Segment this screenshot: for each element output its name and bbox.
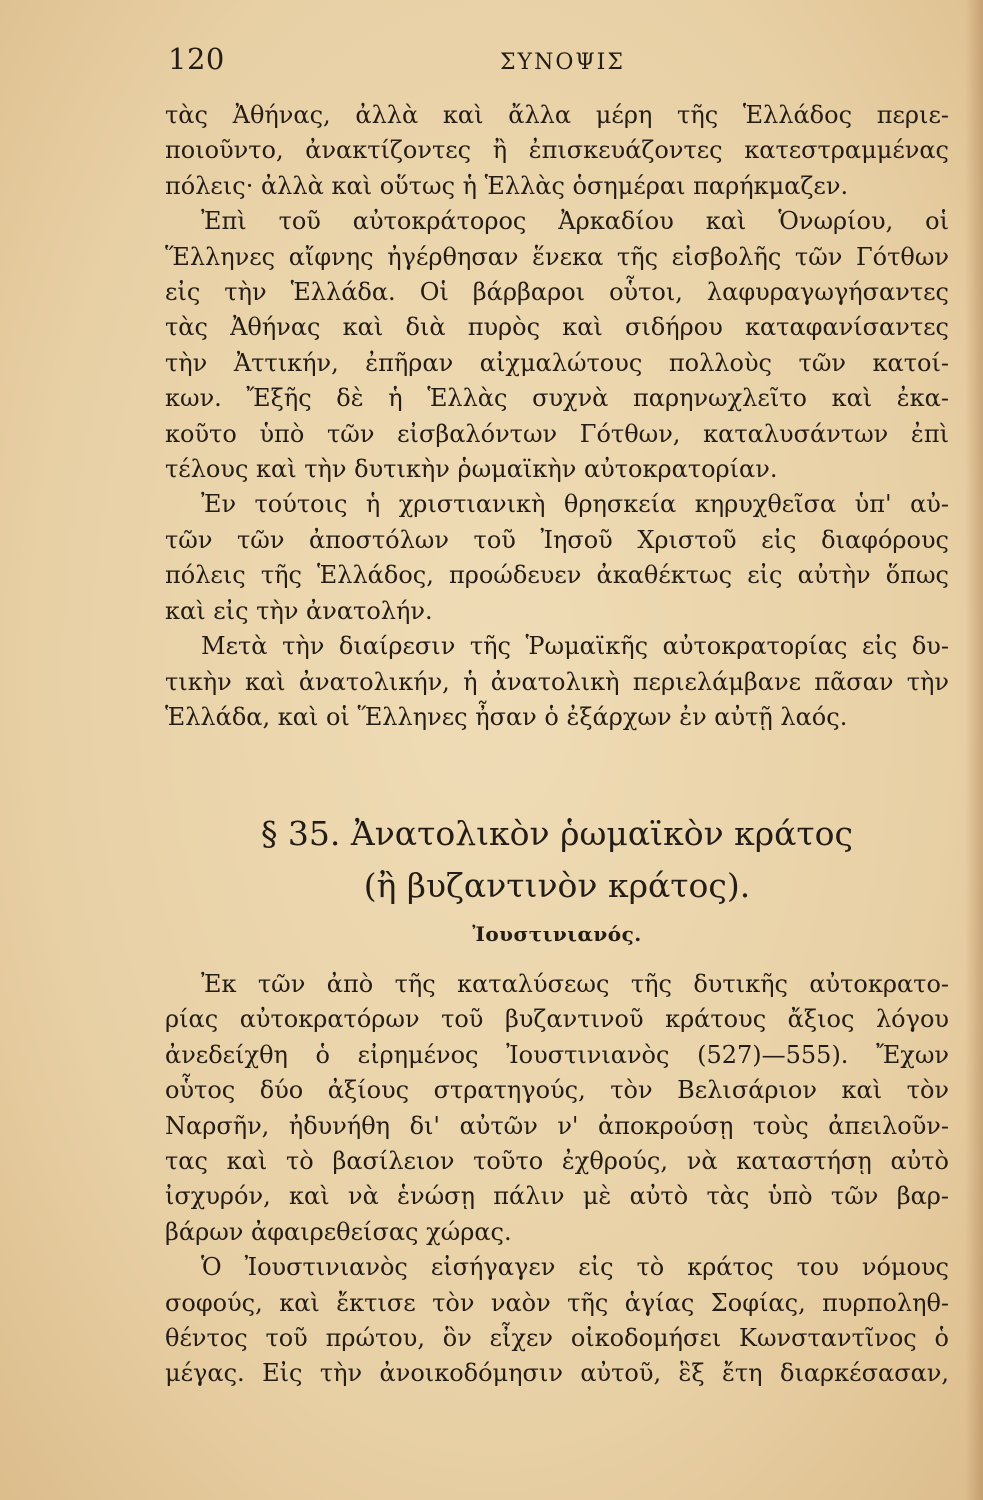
text-line: θέντος τοῦ πρώτου, ὃν εἶχεν οἰκοδομήσει Κωνσταντῖνος ὁ bbox=[165, 1324, 949, 1353]
text-line: Ἕλληνες αἴφνης ἠγέρθησαν ἕνεκα τῆς εἰσβολῆς τῶν Γότθων bbox=[165, 242, 949, 271]
paragraph-2 bbox=[165, 204, 949, 487]
text-line: Ἐκ τῶν ἀπὸ τῆς καταλύσεως τῆς δυτικῆς αὐτοκρατο- bbox=[201, 970, 949, 998]
text-line: εἰς τὴν Ἑλλάδα. Οἱ βάρβαροι οὗτοι, λαφυραγωγήσαντες bbox=[165, 278, 949, 307]
text-line: Ἑλλάδα, καὶ οἱ Ἕλληνες ἦσαν ὁ ἐξάρχων ἐν αὐτῇ λαός. bbox=[165, 702, 848, 731]
text-line: Ἐπὶ τοῦ αὐτοκράτορος Ἀρκαδίου καὶ Ὁνωρίου, οἱ bbox=[201, 207, 949, 236]
paragraph-3 bbox=[165, 487, 949, 629]
text-line: Μετὰ τὴν διαίρεσιν τῆς Ῥωμαϊκῆς αὐτοκρατορίας εἰς δυ- bbox=[201, 632, 949, 661]
text-line: τὰς Ἀθήνας, ἀλλὰ καὶ ἄλλα μέρη τῆς Ἑλλάδος περιε- bbox=[165, 101, 949, 129]
page-header bbox=[0, 42, 983, 92]
text-line: ρίας αὐτοκρατόρων τοῦ βυζαντινοῦ κράτους ἄξιος λόγου bbox=[165, 1005, 949, 1034]
section-heading bbox=[165, 808, 949, 912]
body-text-upper bbox=[165, 98, 949, 735]
text-line: τικὴν καὶ ἀνατολικήν, ἡ ἀνατολικὴ περιελάμβανε πᾶσαν τὴν bbox=[165, 667, 949, 696]
text-line: ποιοῦντο, ἀνακτίζοντες ἢ ἐπισκευάζοντες κατεστραμμένας bbox=[165, 136, 949, 165]
text-line: τὴν Ἀττικήν, ἐπῆραν αἰχμαλώτους πολλοὺς τῶν κατοί- bbox=[165, 348, 949, 377]
text-line: κων. Ἔξῆς δὲ ἡ Ἑλλὰς συχνὰ παρηνωχλεῖτο καὶ ἐκα- bbox=[165, 384, 949, 413]
text-line: Ἐν τούτοις ἡ χριστιανικὴ θρησκεία κηρυχθεῖσα ὑπ' αὐ- bbox=[201, 490, 949, 519]
text-line: πόλεις τῆς Ἑλλάδος, προώδευεν ἀκαθέκτως εἰς αὐτὴν ὅπως bbox=[165, 561, 949, 590]
text-line: ἰσχυρόν, καὶ νὰ ἑνώσῃ πάλιν μὲ αὐτὸ τὰς ὑπὸ τῶν βαρ- bbox=[165, 1182, 949, 1211]
text-line: βάρων ἀφαιρεθείσας χώρας. bbox=[165, 1217, 512, 1246]
page-edge-shadow bbox=[965, 0, 983, 1500]
subheading: Ἰουστινιανός. bbox=[472, 922, 642, 946]
paragraph-5 bbox=[165, 967, 949, 1250]
text-line: ἀνεδείχθη ὁ εἰρημένος Ἰουστινιανὸς (527)—555). Ἔχων bbox=[165, 1040, 949, 1069]
text-line: οὗτος δύο ἀξίους στρατηγούς, τὸν Βελισάριον καὶ τὸν bbox=[165, 1076, 949, 1105]
text-line: κοῦτο ὑπὸ τῶν εἰσβαλόντων Γότθων, καταλυσάντων ἐπὶ bbox=[165, 419, 949, 448]
body-text-lower bbox=[165, 967, 949, 1392]
page-number: 120 bbox=[168, 42, 225, 76]
text-line: σοφούς, καὶ ἔκτισε τὸν ναὸν τῆς ἁγίας Σοφίας, πυρποληθ- bbox=[165, 1288, 949, 1317]
paragraph-1 bbox=[165, 98, 949, 204]
running-head: ΣΥΝΟΨΙΣ bbox=[500, 50, 625, 75]
text-line: μέγας. Εἰς τὴν ἀνοικοδόμησιν αὐτοῦ, ἓξ ἔτη διαρκέσασαν, bbox=[165, 1359, 949, 1388]
paragraph-4 bbox=[165, 629, 949, 735]
text-line: τὰς Ἀθήνας καὶ διὰ πυρὸς καὶ σιδήρου καταφανίσαντες bbox=[165, 313, 949, 342]
text-line: πόλεις· ἀλλὰ καὶ οὕτως ἡ Ἑλλὰς ὁσημέραι παρήκμαζεν. bbox=[165, 171, 849, 200]
text-line: τας καὶ τὸ βασίλειον τοῦτο ἐχθρούς, νὰ καταστήσῃ αὐτὸ bbox=[165, 1147, 949, 1176]
text-line: Ὁ Ἰουστινιανὸς εἰσήγαγεν εἰς τὸ κράτος του νόμους bbox=[201, 1253, 949, 1282]
text-line: καὶ εἰς τὴν ἀνατολήν. bbox=[165, 596, 433, 625]
text-line: τῶν τῶν ἀποστόλων τοῦ Ἰησοῦ Χριστοῦ εἰς διαφόρους bbox=[165, 525, 949, 554]
section-subtitle: (ἢ βυζαντινὸν κράτος). bbox=[363, 866, 751, 905]
paragraph-6 bbox=[165, 1250, 949, 1392]
text-line: τέλους καὶ τὴν δυτικὴν ῥωμαϊκὴν αὐτοκρατορίαν. bbox=[165, 455, 778, 484]
text-line: Ναρσῆν, ἠδυνήθη δι' αὐτῶν ν' ἀποκρούσῃ τοὺς ἀπειλοῦν- bbox=[165, 1111, 949, 1140]
section-title: § 35. Ἀνατολικὸν ῥωμαϊκὸν κράτος bbox=[260, 814, 854, 853]
